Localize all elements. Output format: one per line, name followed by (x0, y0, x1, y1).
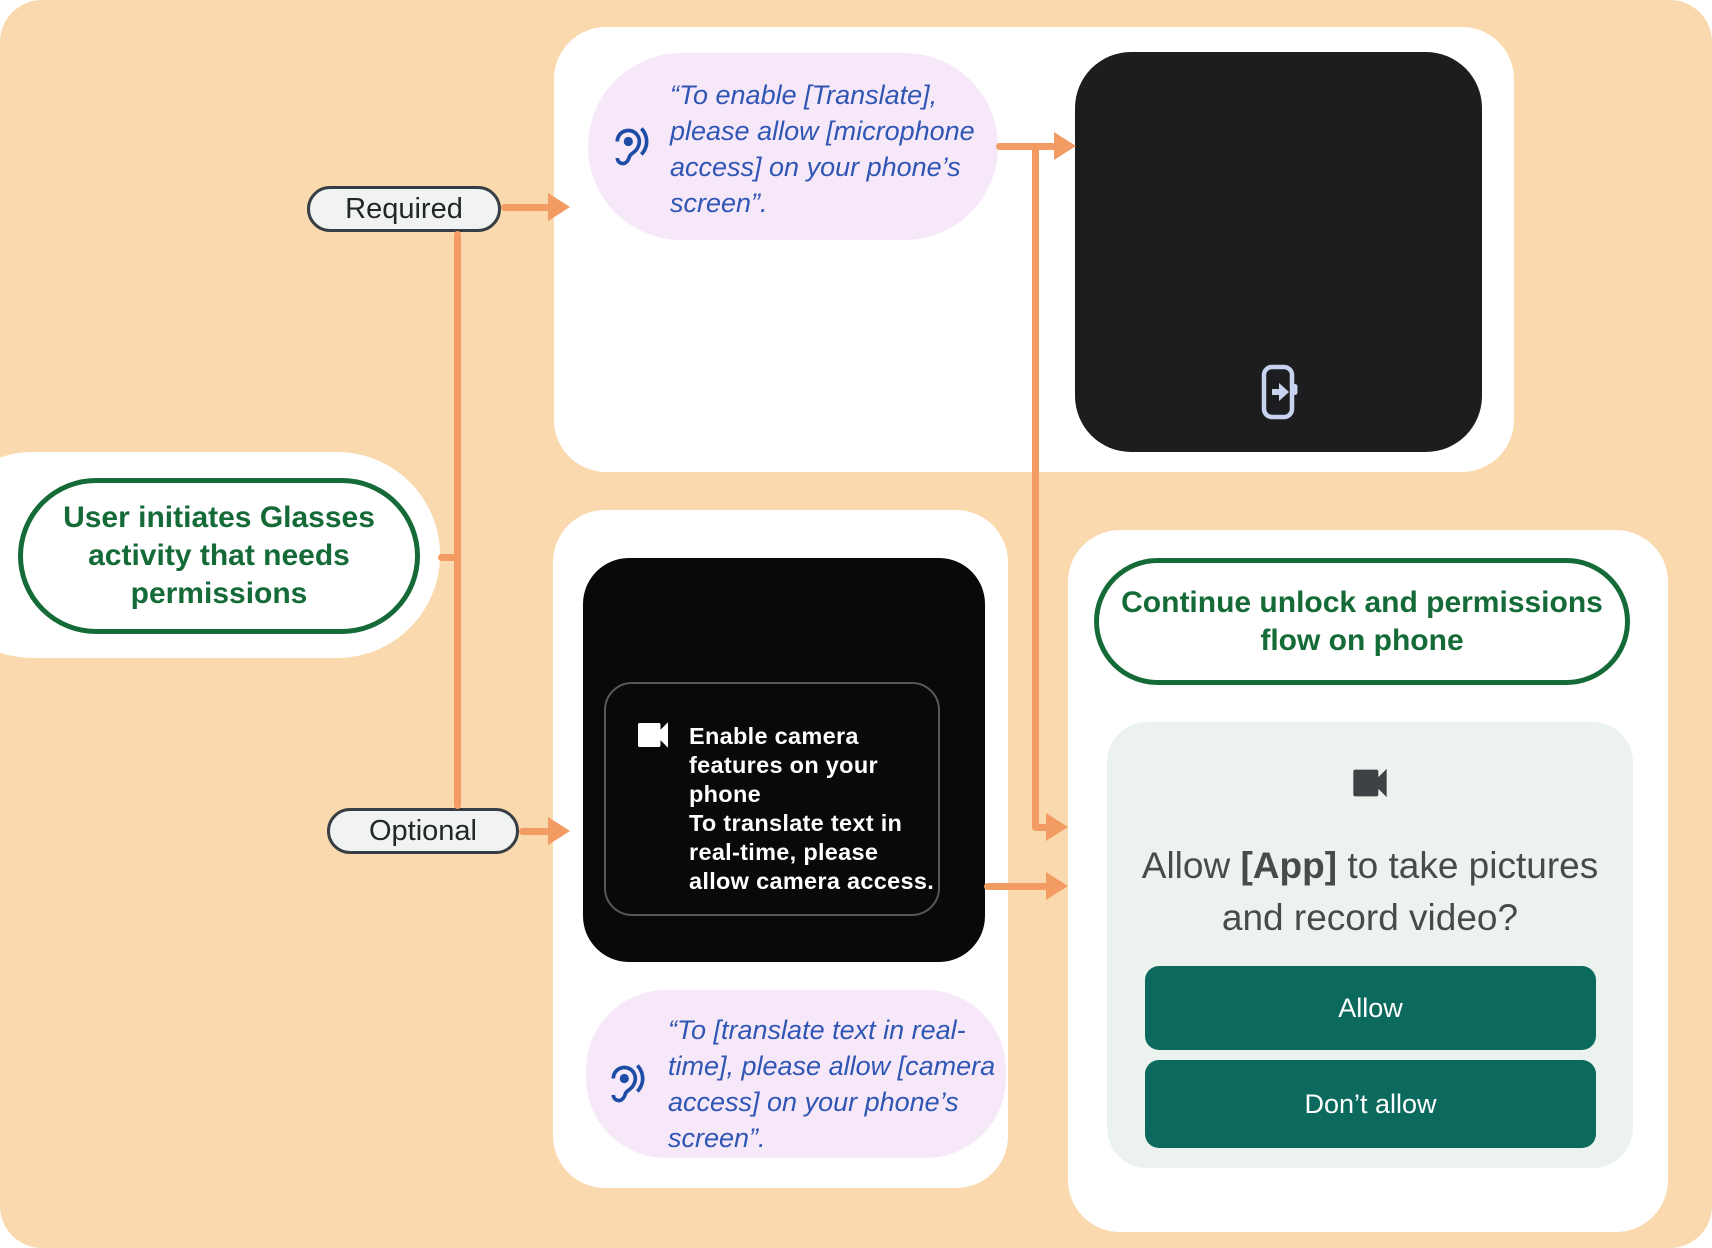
connector-start-stub (438, 554, 457, 561)
start-node-line: User initiates Glasses (63, 501, 375, 534)
connector-down-line (1032, 146, 1039, 831)
voice-prompt-line: screen”. (668, 1123, 766, 1153)
phone-permission-dialog (1107, 722, 1633, 1168)
videocam-icon (635, 720, 671, 750)
glasses-screen-line: features on your (689, 752, 878, 778)
connector-required-arrow-shaft (501, 204, 550, 211)
voice-prompt-line: time], please allow [camera (668, 1051, 996, 1081)
voice-prompt-line: “To [translate text in real- (668, 1015, 966, 1045)
glasses-camera-screen (583, 558, 985, 962)
connector-required-optional-line (454, 231, 461, 809)
connector-optional-arrowhead (548, 817, 570, 845)
connector-screen-to-dialog-arrowhead (1046, 872, 1068, 900)
connector-screen-to-dialog-shaft (984, 883, 1048, 890)
voice-prompt-line: access] on your phone’s (668, 1087, 959, 1117)
connector-mic-to-phone-shaft (996, 143, 1056, 150)
start-node-line: activity that needs (88, 539, 350, 572)
glasses-screen-line: phone (689, 781, 761, 807)
permission-dialog-title: Allow [App] to take pictures and record video? (1141, 845, 1599, 938)
connector-down-arrowhead (1046, 813, 1068, 841)
dont-allow-button[interactable]: Don’t allow (1145, 1060, 1596, 1148)
glasses-mic-voice-prompt (588, 53, 998, 240)
voice-prompt-line: “To enable [Translate], (670, 80, 938, 110)
required-tag: Required (307, 186, 501, 232)
optional-tag: Optional (327, 808, 519, 854)
voice-prompt-line: please allow [microphone (670, 116, 975, 146)
videocam-icon (1350, 766, 1390, 800)
voice-prompt-line: screen”. (670, 188, 768, 218)
connector-mic-to-phone-arrowhead (1054, 132, 1076, 160)
allow-button[interactable]: Allow (1145, 966, 1596, 1050)
phone-lock-screen (1075, 52, 1482, 452)
connector-required-arrowhead (548, 193, 570, 221)
glasses-screen-line: allow camera access. (689, 868, 935, 894)
glasses-camera-voice-prompt (586, 990, 1006, 1158)
open-on-phone-icon (1260, 364, 1300, 420)
app-placeholder: [App] (1240, 845, 1338, 886)
continue-node-line: Continue unlock and permissions (1121, 585, 1603, 619)
glasses-screen-line: real-time, please (689, 839, 879, 865)
hearing-icon (606, 1062, 650, 1106)
start-node (18, 478, 420, 634)
continue-node-line: flow on phone (1260, 623, 1464, 657)
continue-node (1094, 558, 1630, 685)
start-node-line: permissions (130, 577, 308, 610)
connector-optional-arrow-shaft (519, 828, 550, 835)
voice-prompt-line: access] on your phone’s (670, 152, 961, 182)
glasses-screen-line: To translate text in (689, 810, 903, 836)
hearing-icon (610, 125, 654, 169)
glasses-screen-line: Enable camera (689, 723, 859, 749)
